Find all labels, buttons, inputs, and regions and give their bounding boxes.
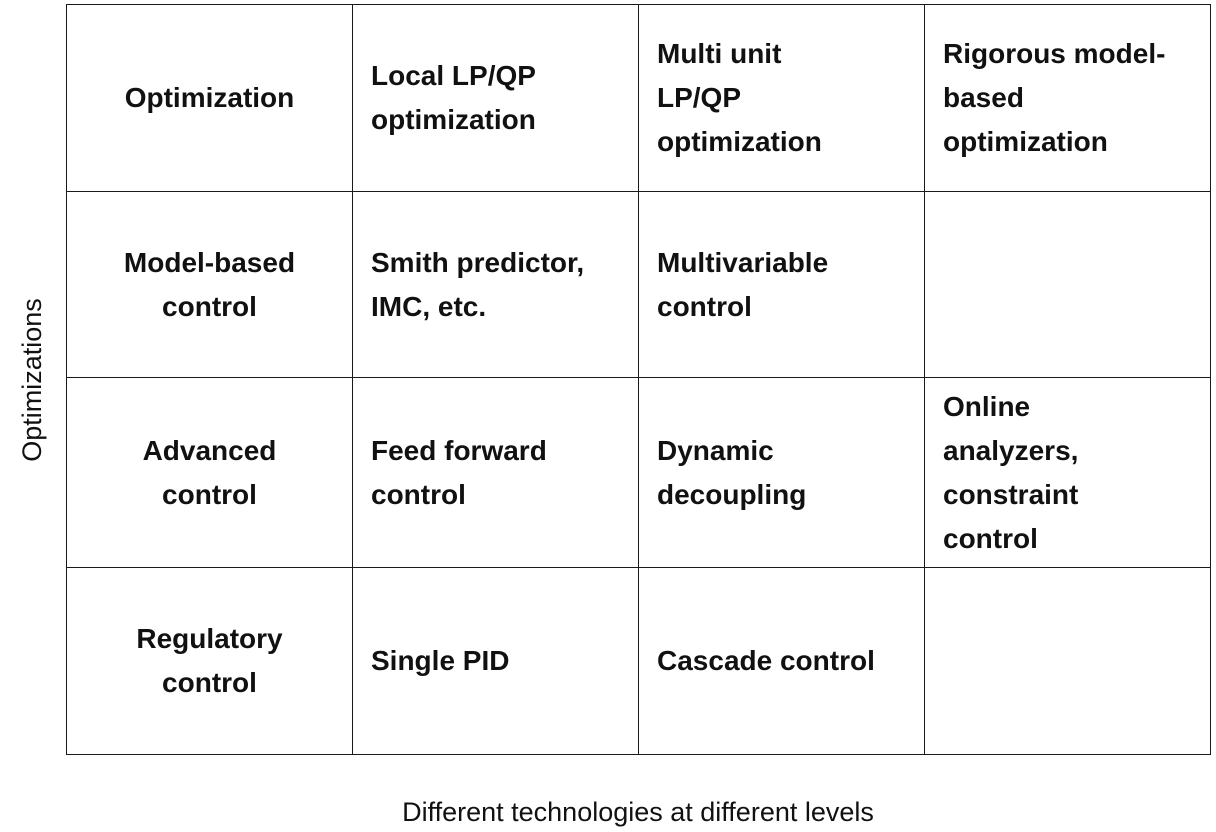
row-label: Regulatory control [136, 623, 283, 698]
technology-text: Smith predictor, IMC, etc. [371, 246, 585, 322]
table-row-advanced-control [67, 378, 1211, 568]
row-label-cell [67, 378, 353, 568]
technology-cell [925, 5, 1211, 192]
technology-text: Feed forward control [371, 434, 547, 510]
technology-text: Cascade control [657, 645, 875, 676]
technology-text: Single PID [371, 645, 510, 676]
technology-text: Multivariable control [657, 246, 829, 322]
row-label-cell [67, 192, 353, 378]
technology-text: Online analyzers, constraint control [943, 390, 1079, 554]
technology-text: Dynamic decoupling [657, 434, 807, 510]
table-row-model-based-control [67, 192, 1211, 378]
technology-cell [353, 378, 639, 568]
technology-cell [639, 568, 925, 755]
technology-text: Multi unit LP/QP optimization [657, 38, 822, 157]
technology-cell [639, 378, 925, 568]
technology-cell [353, 5, 639, 192]
y-axis-label: Optimizations [17, 298, 47, 462]
x-axis-label: Different technologies at different levels [402, 797, 874, 827]
table-row-regulatory-control [67, 568, 1211, 755]
empty-cell [925, 568, 1211, 755]
row-label: Advanced control [142, 434, 277, 510]
technology-cell [639, 5, 925, 192]
technology-text: Rigorous model- based optimization [943, 38, 1166, 157]
table-row-optimization [67, 5, 1211, 192]
row-label: Model-based control [123, 246, 296, 322]
technology-cell [353, 192, 639, 378]
control-levels-table [66, 4, 1211, 755]
row-label-cell [67, 5, 353, 192]
technology-text: Local LP/QP optimization [371, 60, 536, 135]
technology-cell [353, 568, 639, 755]
row-label: Optimization [124, 82, 295, 113]
technology-cell [639, 192, 925, 378]
empty-cell [925, 192, 1211, 378]
technology-cell [925, 378, 1211, 568]
row-label-cell [67, 568, 353, 755]
